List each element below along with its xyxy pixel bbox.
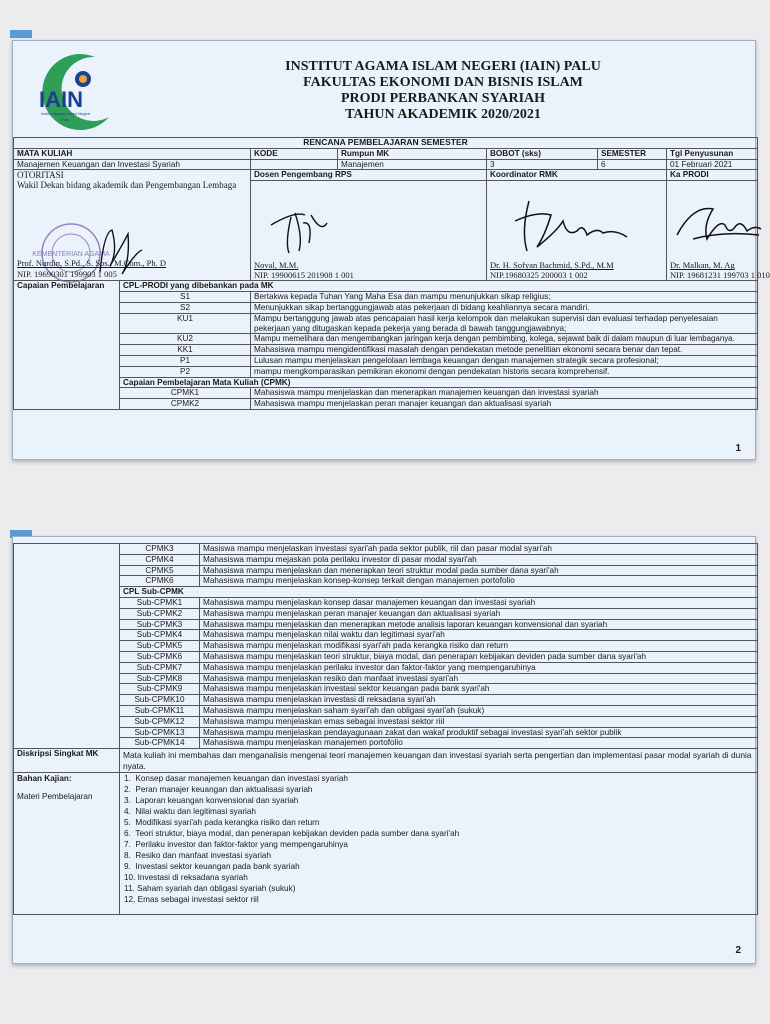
course-header-tanggal: Tgl Penyusunan — [667, 148, 758, 159]
course-bobot: 3 — [487, 159, 598, 170]
sub-cpmk-code: Sub-CPMK4 — [120, 630, 200, 641]
sub-cpmk-text: Mahasiswa mampu menjelaskan investasi di reksadana syari'ah — [200, 695, 758, 706]
cpl-code: KK1 — [120, 345, 251, 356]
sub-cpmk-code: Sub-CPMK13 — [120, 727, 200, 738]
sub-cpmk-text: Mahasiswa mampu menjelaskan manajemen portofolio — [200, 738, 758, 749]
document-header — [13, 41, 757, 136]
kaprodi-signature-cell — [667, 181, 770, 281]
list-item: 5. Modifikasi syari'ah pada kerangka risiko dan return — [124, 818, 320, 828]
bahan-kajian-list — [120, 773, 758, 915]
sub-cpmk-text: Mahasiswa mampu menjelaskan konsep dasar manajemen keuangan dan investasi syariah — [200, 597, 758, 608]
cpl-code: KU1 — [120, 313, 251, 334]
page1-corner-tab — [10, 30, 32, 38]
list-item: 12. Emas sebagai investasi sektor riil — [124, 895, 259, 905]
cpmk-code: CPMK6 — [120, 576, 200, 587]
cpmk-text: Masiswa mampu menjelaskan investasi syari'ah pada sektor publik, riil dan pasar modal syari'ah — [200, 544, 758, 555]
signer-3-name: Dr. H. Sofyan Bachmid, S.Pd., M.M — [490, 260, 614, 271]
list-item: 1. Konsep dasar manajemen keuangan dan investasi syariah — [124, 774, 348, 784]
faculty-name: FAKULTAS EKONOMI DAN BISNIS ISLAM — [303, 75, 583, 90]
list-item: 10. Investasi di reksadana syariah — [124, 873, 248, 883]
bahan-kajian-label: Bahan Kajian: — [17, 774, 72, 784]
cpl-text: Mahasiswa mampu mengidentifikasi masalah dengan pendekatan metode penelitian ekonomi secara benar dan tepat. — [251, 345, 758, 356]
sub-cpmk-text: Mahasiswa mampu menjelaskan nilai waktu dan legitimasi syari'ah — [200, 630, 758, 641]
otorisasi-desc: Wakil Dekan bidang akademik dan Pengembangan Lembaga — [17, 180, 237, 191]
cpmk-code: CPMK2 — [120, 399, 251, 410]
sub-cpmk-text: Mahasiswa mampu menjelaskan teori struktur, biaya modal, dan penerapan kebijakan deviden pada sumber dana syari'ah — [200, 651, 758, 662]
sub-cpmk-text: Mahasiswa mampu menjelaskan emas sebagai investasi sektor riil — [200, 716, 758, 727]
cpmk-text: Mahasiswa mampu menjelaskan konsep-konsep terkait dengan manajemen portofolio — [200, 576, 758, 587]
koordinator-signature-cell — [487, 181, 667, 281]
course-header-bobot: BOBOT (sks) — [487, 148, 598, 159]
signer-1-nip: NIP. 19690301 199903 1 005 — [17, 269, 117, 280]
sub-cpmk-code: Sub-CPMK12 — [120, 716, 200, 727]
materi-pembelajaran-label: Materi Pembelajaran — [17, 792, 93, 802]
signer-2-nip: NIP. 19900615 201908 1 001 — [254, 270, 354, 281]
course-semester: 6 — [598, 159, 667, 170]
signature-4-icon — [673, 195, 763, 255]
sub-cpmk-code: Sub-CPMK9 — [120, 684, 200, 695]
sub-cpmk-code: Sub-CPMK3 — [120, 619, 200, 630]
list-item: 2. Peran manajer keuangan dan aktualisasi syariah — [124, 785, 313, 795]
stamp-text: KEMENTERIAN AGAMA — [32, 251, 110, 259]
otorisasi-cell — [14, 170, 251, 281]
cpl-prodi-header: CPL-PRODI yang dibebankan pada MK — [120, 281, 758, 292]
institute-name: INSTITUT AGAMA ISLAM NEGERI (IAIN) PALU — [285, 59, 601, 74]
cpmk-code: CPMK3 — [120, 544, 200, 555]
list-item: 4. Nilai waktu dan legitimasi syariah — [124, 807, 256, 817]
sub-cpmk-text: Mahasiswa mampu menjelaskan modifikasi syari'ah pada kerangka risiko dan return — [200, 641, 758, 652]
cpl-code: S1 — [120, 292, 251, 303]
course-name: Manajemen Keuangan dan Investasi Syariah — [14, 159, 251, 170]
rps-title: RENCANA PEMBELAJARAN SEMESTER — [14, 138, 758, 149]
list-item: 11. Saham syariah dan obligasi syariah (sukuk) — [124, 884, 296, 894]
cpmk-code: CPMK1 — [120, 388, 251, 399]
document-page-1 — [12, 40, 770, 460]
course-code — [251, 159, 338, 170]
sub-cpmk-code: Sub-CPMK7 — [120, 662, 200, 673]
sub-cpmk-header: CPL Sub-CPMK — [120, 587, 758, 598]
capaian-label-cell — [14, 544, 120, 749]
sub-cpmk-text: Mahasiswa mampu menjelaskan dan menerapkan metode analisis laporan keuangan konvensional dan syariah — [200, 619, 758, 630]
list-item: 6. Teori struktur, biaya modal, dan penerapan kebijakan deviden pada sumber dana syari'ah — [124, 829, 460, 839]
cpl-text: Mampu memelihara dan mengembangkan jaringan kerja dengan pembimbing, kolega, sejawat baik di dalam maupun di luar lembaganya. — [251, 334, 758, 345]
list-item: 7. Perilaku investor dan faktor-faktor yang mempengaruhinya — [124, 840, 348, 850]
cpl-code: P1 — [120, 355, 251, 366]
list-item: 3. Laporan keuangan konvensional dan syariah — [124, 796, 299, 806]
iain-logo-icon — [25, 47, 113, 135]
sub-cpmk-text: Mahasiswa mampu menjelaskan resiko dan manfaat investasi syari'ah — [200, 673, 758, 684]
cpl-code: P2 — [120, 366, 251, 377]
cpl-text: mampu mengkomparasikan pemikiran ekonomi dengan pendekatan historis secara komprehensif. — [251, 366, 758, 377]
otorisasi-label: OTORITASI — [17, 170, 64, 181]
course-rumpun: Manajemen — [338, 159, 487, 170]
dosen-signature-cell — [251, 181, 487, 281]
svg-text:Institut Agama Islam Negeri: Institut Agama Islam Negeri — [41, 111, 90, 116]
course-date: 01 Februari 2021 — [667, 159, 758, 170]
cpmk-text: Mahasiswa mampu menjelaskan peran manajer keuangan dan aktualisasi syariah — [251, 399, 758, 410]
list-item: 8. Resiko dan manfaat investasi syariah — [124, 851, 271, 861]
course-header-semester: SEMESTER — [598, 148, 667, 159]
cpl-text: Mampu bertanggung jawab atas pencapaian hasil kerja kelompok dan melakukan supervisi dan evaluasi terhadap penyelesaian pekerjaan yang ditugaskan kepada pekerja yang berada di bawah tanggungjawabnya; — [251, 313, 758, 334]
course-header-mata-kuliah: MATA KULIAH — [14, 148, 251, 159]
deskripsi-label: Diskripsi Singkat MK — [14, 749, 120, 773]
cpl-text: Bertakwa kepada Tuhan Yang Maha Esa dan mampu menunjukkan sikap religius; — [251, 292, 758, 303]
program-name: PRODI PERBANKAN SYARIAH — [340, 91, 546, 106]
signer-2-name: Noval, M.M. — [254, 260, 299, 271]
signature-2-icon — [265, 193, 345, 257]
sub-cpmk-text: Mahasiswa mampu menjelaskan saham syari'ah dan obligasi syari'ah (sukuk) — [200, 705, 758, 716]
bahan-kajian-cell — [14, 773, 120, 915]
course-header-rumpun: Rumpun MK — [338, 148, 487, 159]
sub-cpmk-code: Sub-CPMK11 — [120, 705, 200, 716]
course-header-kode: KODE — [251, 148, 338, 159]
cpl-code: KU2 — [120, 334, 251, 345]
signer-1-name: Prof. Nurdin, S.Pd., S. Sos., M.Com., Ph. D — [17, 258, 167, 269]
dosen-label: Dosen Pengembang RPS — [251, 170, 487, 181]
deskripsi-text: Mata kuliah ini membahas dan menganalisis mengenai teori manajemen keuangan dan investasi syariah serta pengertian dan implementasi pasar modal syariah di dunia nyata. — [120, 749, 758, 773]
cpmk-text: Mahasiswa mampu mejaskan pola perilaku investor di pasar modal syari'ah — [200, 554, 758, 565]
page-number: 2 — [735, 945, 741, 956]
academic-year: TAHUN AKADEMIK 2020/2021 — [345, 107, 541, 122]
cpmk-code: CPMK4 — [120, 554, 200, 565]
kaprodi-label: Ka PRODI — [667, 170, 758, 181]
cpl-text: Menunjukkan sikap bertanggungjawab atas pekerjaan di bidang keahliannya secara mandiri. — [251, 302, 758, 313]
signature-3-icon — [507, 191, 637, 257]
sub-cpmk-text: Mahasiswa mampu menjelaskan pendayagunaan zakat dan wakaf produktif sebagai investasi syari'ah sektor publik — [200, 727, 758, 738]
cpl-code: S2 — [120, 302, 251, 313]
list-item: 9. Investasi sektor keuangan pada bank syariah — [124, 862, 300, 872]
signer-4-name: Dr. Malkan, M. Ag — [670, 260, 735, 271]
koordinator-label: Koordinator RMK — [487, 170, 667, 181]
document-page-2 — [12, 536, 756, 964]
sub-cpmk-code: Sub-CPMK1 — [120, 597, 200, 608]
cpmk-header: Capaian Pembelajaran Mata Kuliah (CPMK) — [120, 377, 758, 388]
page-number: 1 — [735, 443, 741, 454]
sub-cpmk-text: Mahasiswa mampu menjelaskan perilaku investor dan faktor-faktor yang mempengaruhinya — [200, 662, 758, 673]
rps-table — [13, 137, 770, 410]
sub-cpmk-code: Sub-CPMK10 — [120, 695, 200, 706]
sub-cpmk-text: Mahasiswa mampu menjelaskan investasi sektor keuangan pada bank syari'ah — [200, 684, 758, 695]
capaian-pembelajaran-label: Capaian Pembelajaran — [14, 281, 120, 410]
cpmk-code: CPMK5 — [120, 565, 200, 576]
svg-text:IAIN: IAIN — [39, 87, 83, 112]
sub-cpmk-code: Sub-CPMK2 — [120, 608, 200, 619]
sub-cpmk-text: Mahasiswa mampu menjelaskan peran manajer keuangan dan aktualisasi syariah — [200, 608, 758, 619]
rps-table-continued — [13, 543, 758, 915]
signer-4-nip: NIP. 19681231 199703 1 010 — [670, 270, 770, 281]
cpmk-text: Mahasiswa mampu menjelaskan dan menerapkan teori struktur modal pada sumber dana syari'ah — [200, 565, 758, 576]
cpmk-text: Mahasiswa mampu menjelaskan dan menerapkan manajemen keuangan dan investasi syariah — [251, 388, 758, 399]
sub-cpmk-code: Sub-CPMK8 — [120, 673, 200, 684]
sub-cpmk-code: Sub-CPMK6 — [120, 651, 200, 662]
sub-cpmk-code: Sub-CPMK14 — [120, 738, 200, 749]
svg-text:Palu: Palu — [61, 117, 70, 122]
signer-3-nip: NIP.19680325 200003 1 002 — [490, 270, 588, 281]
cpl-text: Lulusan mampu menjelaskan pengelolaan lembaga keuangan dengan manajemen strategik secara profesional; — [251, 355, 758, 366]
sub-cpmk-code: Sub-CPMK5 — [120, 641, 200, 652]
